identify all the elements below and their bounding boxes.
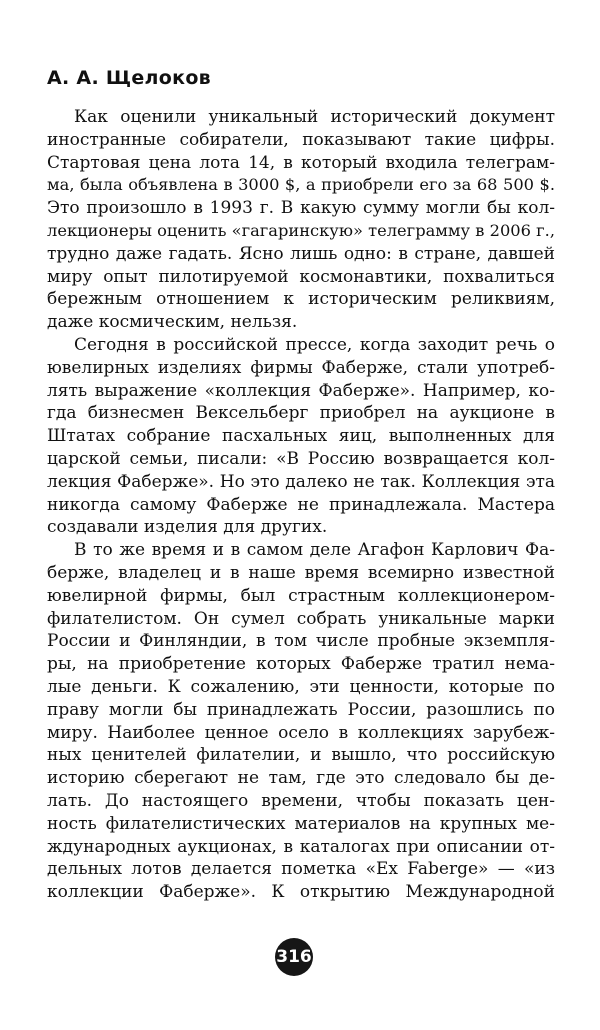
text-line: создавали изделия для других. (47, 517, 328, 538)
running-head: А. А. Щелоков (47, 67, 211, 89)
text-line: ры, на приобретение которых Фаберже тратил нема- (47, 654, 555, 675)
text-line: миру. Наиболее ценное осело в коллекциях зарубеж- (47, 722, 555, 743)
text-line: филателистом. Он сумел собрать уникальные марки (47, 608, 555, 629)
text-line: дельных лотов делается пометка «Ex Faberge» — «из (47, 859, 555, 880)
text-line: ных ценителей филателии, и вышло, что российскую (47, 745, 555, 766)
text-line: России и Финляндии, в том числе пробные экземпля- (47, 631, 555, 652)
text-line: даже космическим, нельзя. (47, 312, 298, 333)
text-line: ма, была объявлена в 3000 $, а приобрели его за 68 500 $. (47, 175, 555, 195)
text-line: берже, владелец и в наше время всемирно известной (47, 562, 555, 583)
text-line: миру опыт пилотируемой космонавтики, похвалиться (47, 266, 555, 287)
text-line: Штатах собрание пасхальных яиц, выполненных для (47, 426, 555, 447)
text-line: лые деньги. К сожалению, эти ценности, которые по (47, 676, 555, 697)
text-line: иностранные собиратели, показывают такие цифры. (47, 129, 555, 150)
text-line: коллекции Фаберже». К открытию Международной (47, 882, 555, 903)
text-line: лекционеры оценить «гагаринскую» телеграмму в 2006 г., (47, 220, 555, 240)
text-line: Сегодня в российской прессе, когда заходит речь о (74, 334, 555, 355)
text-line: ность филателистических материалов на крупных ме- (47, 813, 555, 834)
text-line: ювелирных изделиях фирмы Фаберже, стали употреб- (47, 357, 555, 378)
paragraph (47, 539, 555, 904)
text-line: никогда самому Фаберже не принадлежала. Мастера (47, 494, 555, 515)
text-line: лять выражение «коллекция Фаберже». Например, ко- (47, 380, 555, 401)
text-line: В то же время и в самом деле Агафон Карлович Фа- (74, 540, 555, 561)
text-line: Это произошло в 1993 г. В какую сумму могли бы кол- (47, 198, 555, 219)
text-line: Как оценили уникальный исторический документ (74, 107, 555, 127)
text-line: гда бизнесмен Вексельберг приобрел на аукционе в (47, 403, 555, 424)
text-line: историю сберегают не там, где это следовало бы де- (47, 768, 555, 789)
text-line: бережным отношением к историческим реликвиям, (47, 289, 555, 310)
paragraph (47, 106, 555, 334)
text-line: царской семьи, писали: «В Россию возвращается кол- (47, 448, 555, 469)
text-line: лекция Фаберже». Но это далеко не так. Коллекция эта (47, 471, 555, 492)
text-line: Стартовая цена лота 14, в который входила телеграм- (47, 152, 555, 173)
text-line: трудно даже гадать. Ясно лишь одно: в стране, давшей (47, 243, 555, 264)
body-text (47, 106, 555, 904)
page-number: 316 (275, 938, 313, 976)
text-line: лать. До настоящего времени, чтобы показать цен- (47, 790, 555, 811)
text-line: ждународных аукционах, в каталогах при описании от- (47, 836, 555, 857)
text-line: праву могли бы принадлежать России, разошлись по (47, 699, 555, 720)
text-line: ювелирной фирмы, был страстным коллекционером- (47, 585, 555, 606)
paragraph (47, 334, 555, 539)
